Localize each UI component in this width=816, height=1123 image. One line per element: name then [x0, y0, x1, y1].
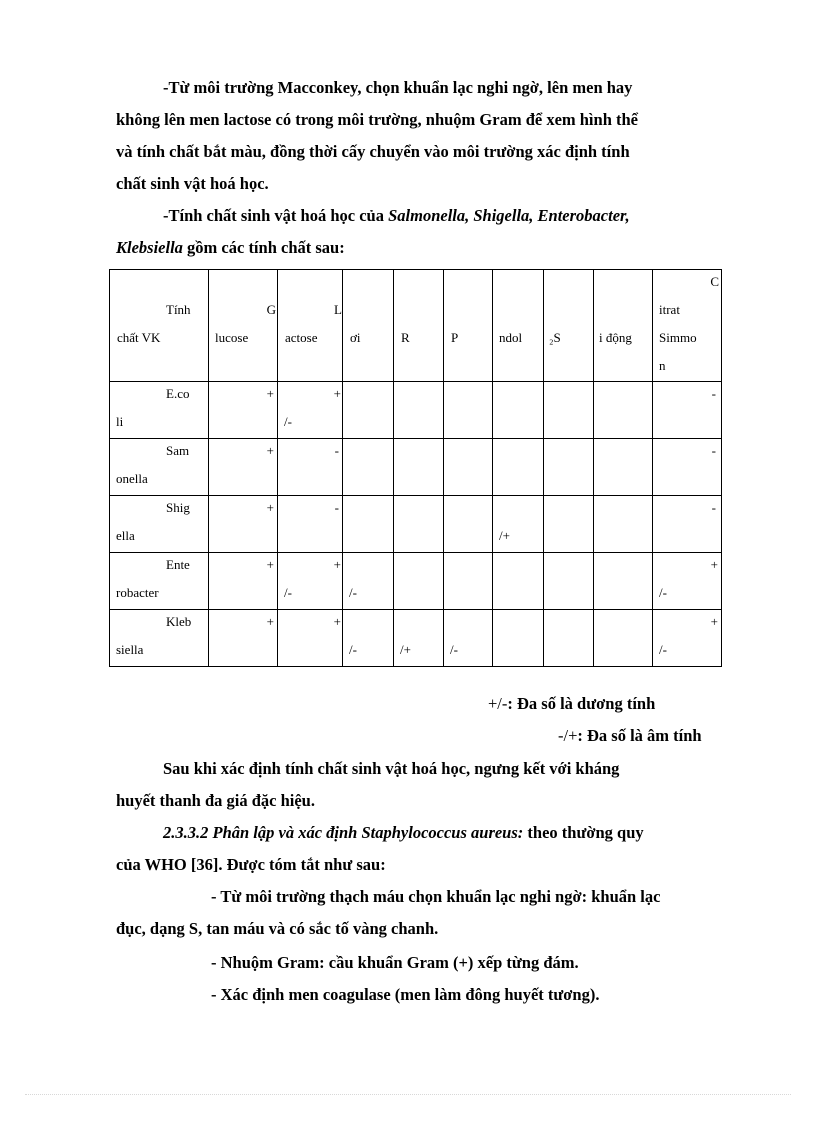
cell-value: /- [284, 414, 292, 429]
p-cell [444, 382, 493, 439]
cell-value: + [710, 614, 718, 629]
r-cell [394, 610, 444, 667]
cell-value: + [333, 614, 341, 629]
header-text: ơi [350, 330, 361, 345]
cell-value: + [266, 386, 274, 401]
para2-genera: Salmonella, Shigella, Enterobacter, [388, 206, 630, 225]
legend-text: : Đa số là âm tính [577, 726, 702, 745]
bacteria-name: Kleb [166, 614, 192, 629]
oi-cell [343, 610, 394, 667]
para1-line2: không lên men lactose có trong môi trường, nhuộm Gram để xem hình thể [116, 110, 638, 129]
cell-value: - [334, 443, 339, 458]
cell-value: + [710, 557, 718, 572]
bullet-2: - Nhuộm Gram: cầu khuẩn Gram (+) xếp từng đám. [211, 953, 579, 972]
para2-line1 [163, 206, 630, 226]
cell-value: /- [450, 642, 458, 657]
header-text: R [401, 330, 410, 345]
h2s-cell [544, 496, 594, 553]
header-text: chất VK [117, 330, 161, 345]
para1-line1: -Từ môi trường Macconkey, chọn khuẩn lạc nghi ngờ, lên men hay [163, 78, 633, 97]
header-cell [278, 270, 343, 382]
oi-cell [343, 439, 394, 496]
bacteria-name-cell [110, 496, 209, 553]
header-text: C [710, 274, 719, 289]
glucose-cell [209, 439, 278, 496]
citrate-cell [653, 610, 722, 667]
motility-cell [594, 382, 653, 439]
indol-cell [493, 382, 544, 439]
glucose-cell [209, 382, 278, 439]
header-cell [444, 270, 493, 382]
table-row [110, 496, 722, 553]
header-cell [394, 270, 444, 382]
footer-divider [25, 1094, 791, 1095]
bacteria-name: Shig [166, 500, 190, 515]
indol-cell [493, 496, 544, 553]
para2-line2 [116, 238, 345, 258]
cell-value: + [266, 500, 274, 515]
cell-value: /- [349, 585, 357, 600]
motility-cell [594, 610, 653, 667]
cell-value: + [333, 386, 341, 401]
legend-symbol: -/+ [558, 726, 578, 745]
r-cell [394, 553, 444, 610]
cell-value: - [711, 443, 716, 458]
bacteria-name: siella [116, 642, 144, 657]
legend-positive [488, 694, 655, 714]
legend-symbol: +/- [488, 694, 508, 713]
bacteria-name: ella [116, 528, 135, 543]
glucose-cell [209, 553, 278, 610]
glucose-cell [209, 610, 278, 667]
cell-value: + [266, 614, 274, 629]
motility-cell [594, 496, 653, 553]
after-line2: huyết thanh đa giá đặc hiệu. [116, 791, 315, 810]
indol-cell [493, 553, 544, 610]
header-text: ndol [499, 330, 523, 345]
table-row [110, 382, 722, 439]
header-text: Simmo [659, 330, 697, 345]
cell-value: + [266, 443, 274, 458]
para1-line4: chất sinh vật hoá học. [116, 174, 269, 193]
bacteria-name-cell [110, 439, 209, 496]
bacteria-name-cell [110, 553, 209, 610]
header-text: lucose [215, 330, 249, 345]
lactose-cell [278, 553, 343, 610]
header-text: ₂S [549, 330, 561, 345]
section-heading: 2.3.3.2 Phân lập và xác định Staphylococcus aureus: [163, 823, 524, 842]
p-cell [444, 496, 493, 553]
header-cell [493, 270, 544, 382]
bullet-3: - Xác định men coagulase (men làm đông huyết tương). [211, 985, 600, 1004]
header-text: Tính [166, 302, 191, 317]
h2s-cell [544, 382, 594, 439]
bacteria-name-cell [110, 382, 209, 439]
bacteria-name: robacter [116, 585, 159, 600]
h2s-cell [544, 439, 594, 496]
header-cell [209, 270, 278, 382]
oi-cell [343, 382, 394, 439]
p-cell [444, 553, 493, 610]
section-tail: theo thường quy [523, 823, 644, 842]
header-text: i động [599, 330, 632, 345]
header-cell [544, 270, 594, 382]
table-header-row [110, 270, 722, 382]
p-cell [444, 439, 493, 496]
motility-cell [594, 553, 653, 610]
cell-value: - [711, 386, 716, 401]
h2s-cell [544, 610, 594, 667]
indol-cell [493, 439, 544, 496]
lactose-cell [278, 439, 343, 496]
cell-value: /+ [400, 642, 411, 657]
table-row [110, 439, 722, 496]
cell-value: /- [659, 642, 667, 657]
lactose-cell [278, 382, 343, 439]
header-cell [653, 270, 722, 382]
header-text: itrat [659, 302, 680, 317]
lactose-cell [278, 610, 343, 667]
header-text: L [334, 302, 342, 317]
citrate-cell [653, 553, 722, 610]
bacteria-name: li [116, 414, 124, 429]
indol-cell [493, 610, 544, 667]
bacteria-name-cell [110, 610, 209, 667]
table-row [110, 553, 722, 610]
section-line2: của WHO [36]. Được tóm tắt như sau: [116, 855, 386, 874]
para1-line3: và tính chất bắt màu, đồng thời cấy chuyển vào môi trường xác định tính [116, 142, 630, 161]
cell-value: - [711, 500, 716, 515]
header-cell [343, 270, 394, 382]
legend-negative [558, 726, 702, 746]
bacteria-name: onella [116, 471, 148, 486]
header-cell [594, 270, 653, 382]
bacteria-name: Ente [166, 557, 190, 572]
section-heading-line [163, 823, 644, 843]
oi-cell [343, 553, 394, 610]
cell-value: /- [659, 585, 667, 600]
after-line1: Sau khi xác định tính chất sinh vật hoá học, ngưng kết với kháng [163, 759, 620, 778]
bacteria-name: E.co [166, 386, 190, 401]
r-cell [394, 496, 444, 553]
table-row [110, 610, 722, 667]
header-text: actose [285, 330, 318, 345]
citrate-cell [653, 382, 722, 439]
cell-value: /+ [499, 528, 510, 543]
motility-cell [594, 439, 653, 496]
citrate-cell [653, 439, 722, 496]
bacteria-name: Sam [166, 443, 190, 458]
header-text: G [266, 302, 276, 317]
r-cell [394, 439, 444, 496]
biochem-table [109, 269, 722, 667]
legend-text: : Đa số là dương tính [507, 694, 656, 713]
para2-tail: gồm các tính chất sau: [182, 238, 345, 257]
oi-cell [343, 496, 394, 553]
cell-value: - [334, 500, 339, 515]
bullet-1: - Từ môi trường thạch máu chọn khuẩn lạc nghi ngờ: khuẩn lạc [211, 887, 661, 906]
citrate-cell [653, 496, 722, 553]
header-cell [110, 270, 209, 382]
cell-value: + [333, 557, 341, 572]
para2-text: -Tính chất sinh vật hoá học của [163, 206, 389, 225]
glucose-cell [209, 496, 278, 553]
cell-value: /- [284, 585, 292, 600]
lactose-cell [278, 496, 343, 553]
header-text: n [659, 358, 666, 373]
cell-value: + [266, 557, 274, 572]
r-cell [394, 382, 444, 439]
bullet-1-cont: đục, dạng S, tan máu và có sắc tố vàng chanh. [116, 919, 439, 938]
para2-klebsiella: Klebsiella [116, 238, 183, 257]
cell-value: /- [349, 642, 357, 657]
h2s-cell [544, 553, 594, 610]
p-cell [444, 610, 493, 667]
header-text: P [451, 330, 459, 345]
